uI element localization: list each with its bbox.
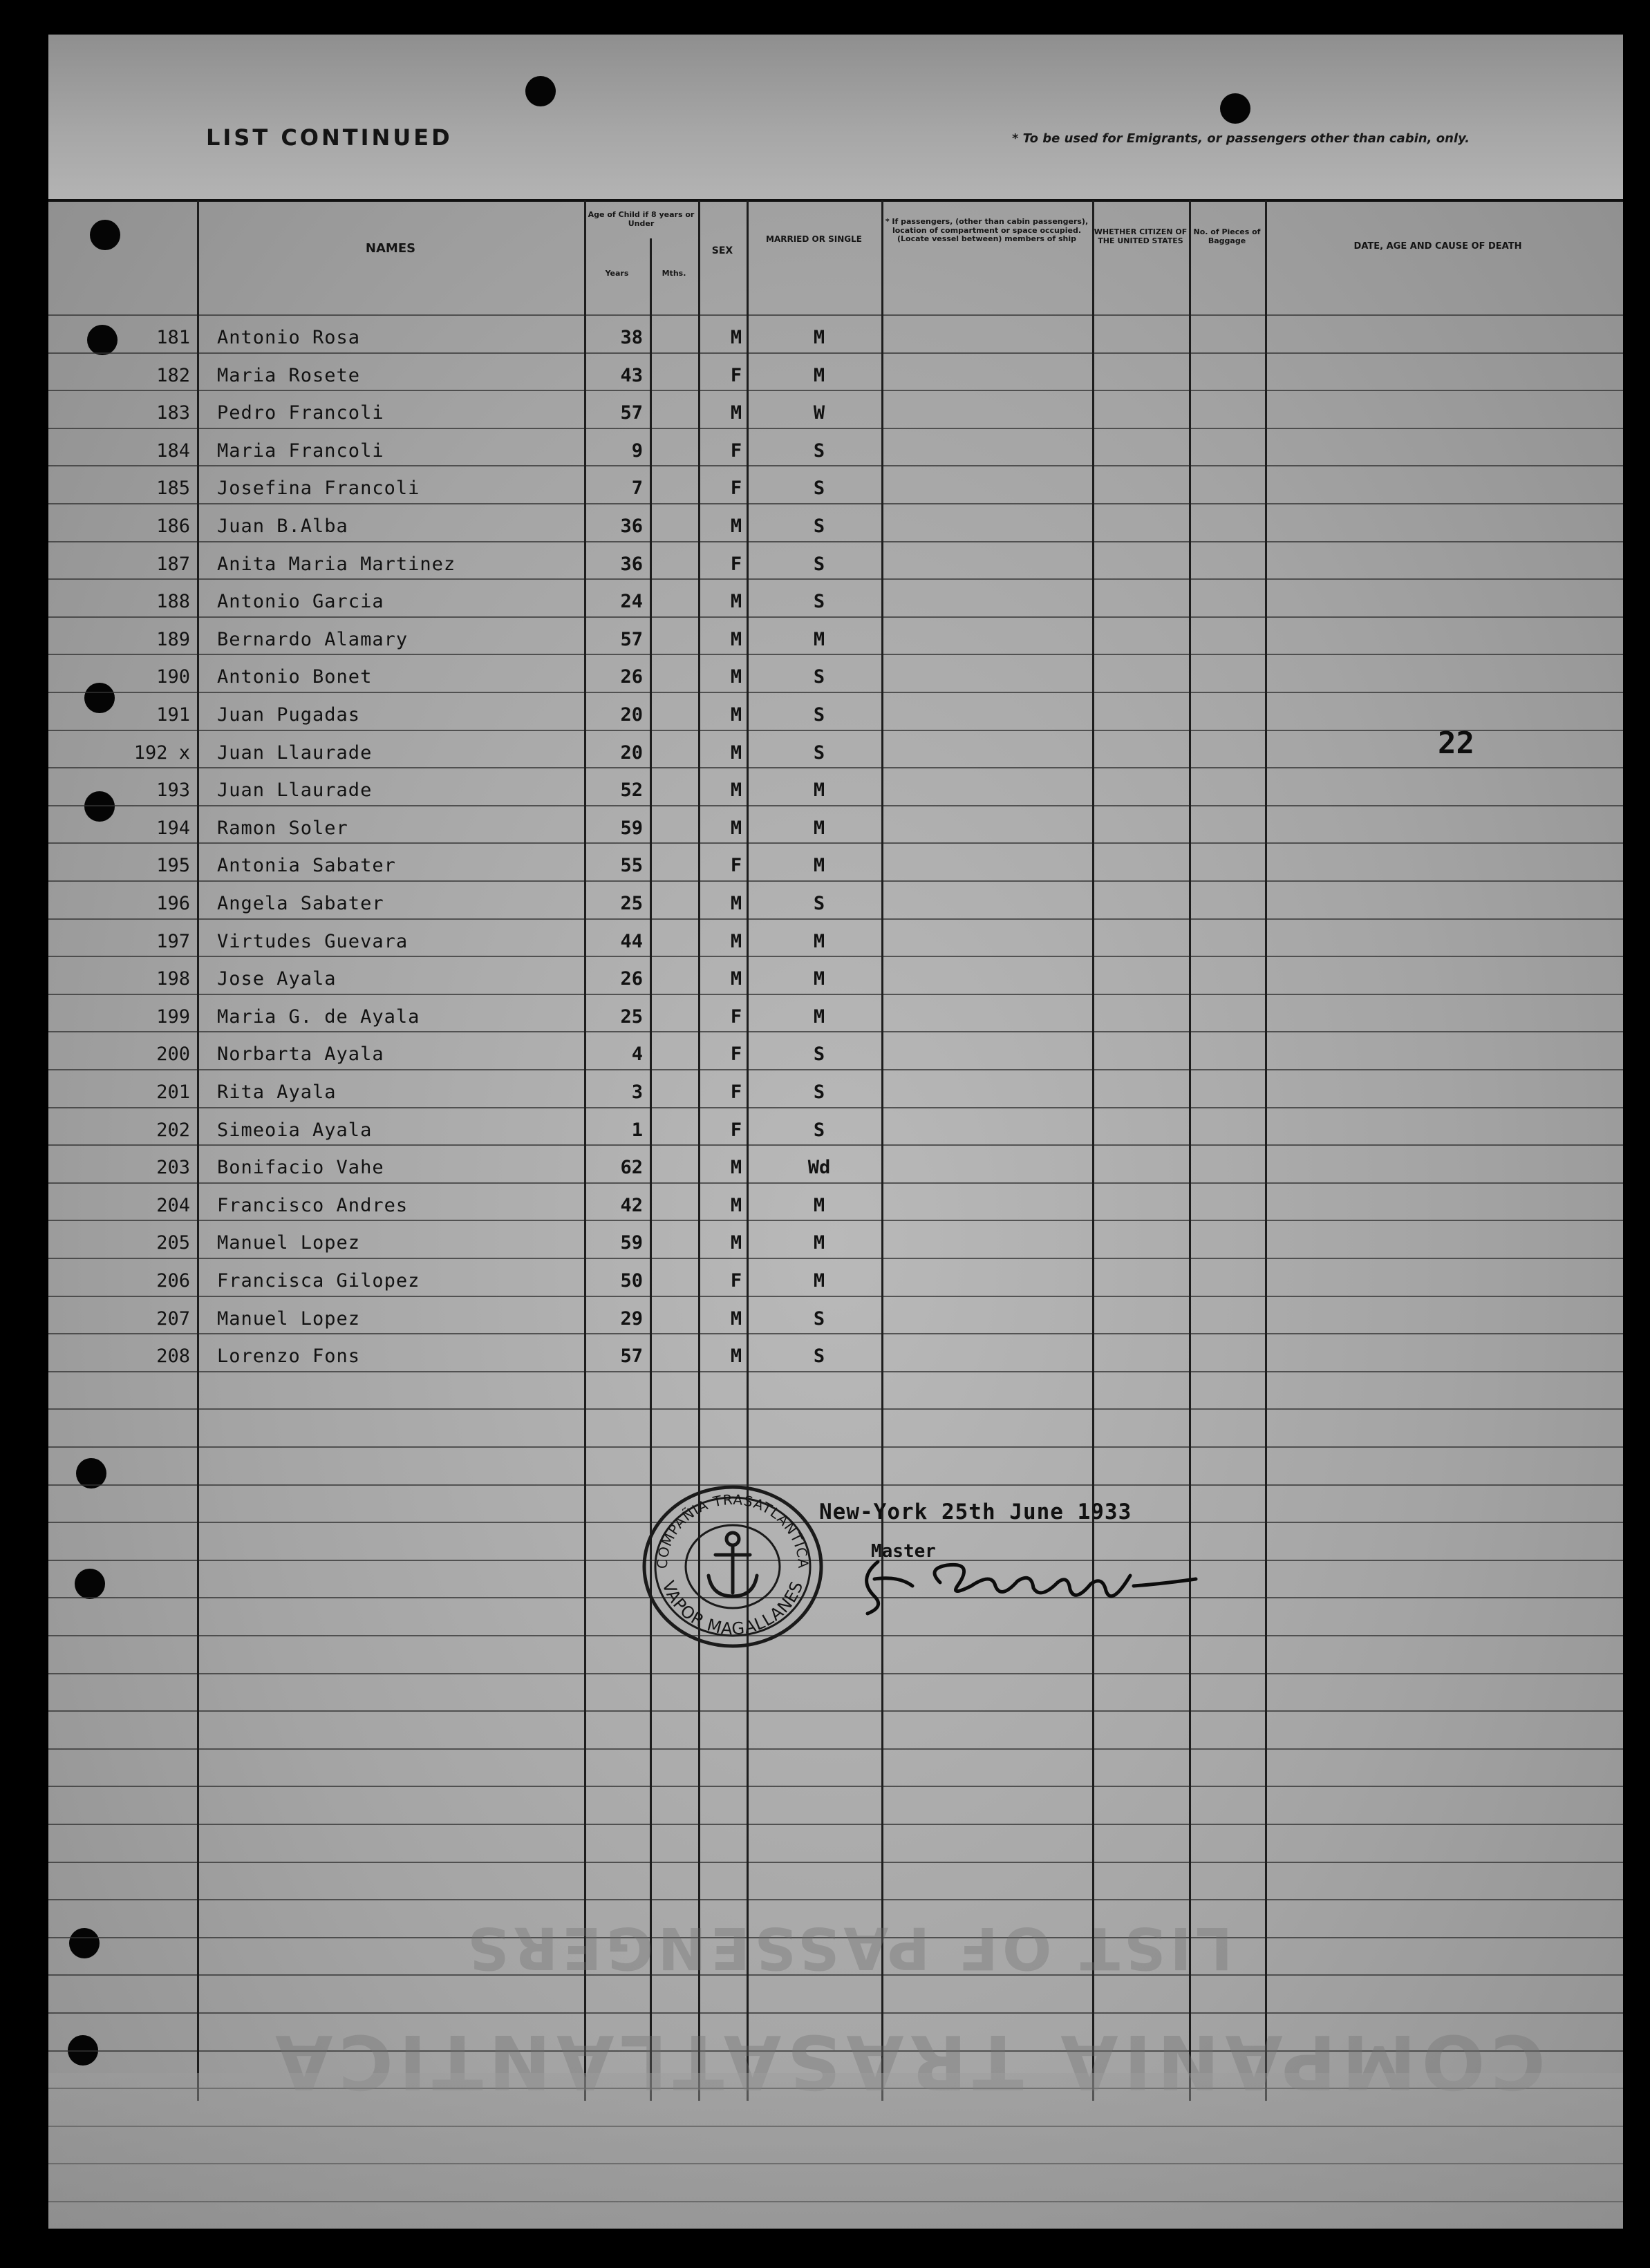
passenger-sex: M — [730, 591, 742, 613]
passenger-age: 20 — [620, 741, 643, 764]
bleed-through-text: LIST OF PASSENGERS — [463, 1914, 1233, 1982]
passenger-age: 29 — [620, 1307, 643, 1330]
passenger-number: 182 — [156, 364, 190, 386]
passenger-row — [48, 1076, 1623, 1114]
passenger-sex: M — [730, 930, 742, 952]
passenger-age: 24 — [620, 591, 643, 613]
page-title: LIST CONTINUED — [206, 124, 453, 151]
passenger-row — [48, 472, 1623, 510]
col-header-pieces: No. of Pieces of Baggage — [1193, 227, 1261, 245]
passenger-sex: M — [730, 516, 742, 537]
passenger-number: 198 — [156, 968, 190, 990]
passenger-name: Juan Pugadas — [217, 704, 361, 726]
passenger-sex: M — [730, 402, 742, 424]
passenger-row — [48, 1227, 1623, 1265]
ruled-line — [48, 1560, 1623, 1561]
passenger-sex: F — [730, 855, 742, 877]
place-date: New-York 25th June 1933 — [819, 1500, 1132, 1524]
passenger-name: Maria Francoli — [217, 440, 384, 462]
passenger-number: 190 — [156, 666, 190, 688]
ruled-line — [48, 1446, 1623, 1448]
col-header-years: Years — [605, 269, 629, 278]
passenger-sex: F — [730, 478, 742, 500]
passenger-number: 184 — [156, 440, 190, 462]
passenger-marital: S — [813, 440, 825, 462]
master-label: Master — [871, 1541, 936, 1562]
passenger-number: 201 — [156, 1081, 190, 1103]
passenger-marital: S — [813, 516, 825, 537]
passenger-name: Francisco Andres — [217, 1194, 409, 1216]
passenger-sex: M — [730, 666, 742, 688]
passenger-number: 195 — [156, 855, 190, 877]
passenger-name: Juan Llaurade — [217, 779, 373, 802]
passenger-sex: F — [730, 1270, 742, 1292]
punch-hole-icon — [69, 1928, 100, 1958]
passenger-sex: F — [730, 1081, 742, 1103]
ruled-line — [48, 314, 1623, 316]
passenger-sex: F — [730, 1119, 742, 1141]
passenger-sex: F — [730, 440, 742, 462]
bleed-through-text: COMPANIA TRASATLANTICA — [270, 2018, 1546, 2104]
passenger-name: Antonia Sabater — [217, 855, 396, 877]
passenger-marital: S — [813, 704, 825, 726]
manifest-sheet — [48, 35, 1623, 2229]
passenger-name: Josefina Francoli — [217, 478, 420, 500]
passenger-number: 207 — [156, 1307, 190, 1330]
passenger-marital: M — [813, 855, 825, 877]
passenger-sex: M — [730, 1307, 742, 1330]
header-band — [48, 35, 1623, 202]
passenger-name: Maria Rosete — [217, 364, 361, 386]
passenger-marital: S — [813, 478, 825, 500]
passenger-row — [48, 1151, 1623, 1189]
passenger-row — [48, 397, 1623, 435]
passenger-marital: M — [813, 364, 825, 386]
passenger-name: Pedro Francoli — [217, 402, 384, 424]
passenger-number: 187 — [156, 553, 190, 575]
passenger-marital: S — [813, 1119, 825, 1141]
passenger-row — [48, 661, 1623, 699]
passenger-marital: M — [813, 327, 825, 348]
passenger-number: 194 — [156, 817, 190, 839]
passenger-age: 36 — [620, 553, 643, 575]
passenger-row — [48, 510, 1623, 548]
passenger-age: 59 — [620, 1232, 643, 1254]
punch-hole-icon — [75, 1569, 105, 1599]
passenger-number: 202 — [156, 1119, 190, 1141]
ruled-line — [48, 1408, 1623, 1410]
col-header-names: NAMES — [365, 241, 416, 256]
passenger-number: 192 x — [133, 741, 190, 764]
ruled-line — [48, 1748, 1623, 1750]
passenger-row — [48, 1340, 1623, 1378]
passenger-row — [48, 887, 1623, 925]
passenger-age: 25 — [620, 893, 643, 914]
col-header-citizen: WHETHER CITIZEN OF THE UNITED STATES — [1094, 227, 1188, 245]
passenger-name: Manuel Lopez — [217, 1232, 361, 1254]
passenger-name: Norbarta Ayala — [217, 1043, 384, 1066]
passenger-row — [48, 1303, 1623, 1341]
passenger-marital: S — [813, 741, 825, 764]
passenger-age: 38 — [620, 327, 643, 348]
passenger-age: 55 — [620, 855, 643, 877]
passenger-sex: M — [730, 1232, 742, 1254]
ruled-line — [48, 1862, 1623, 1863]
passenger-name: Francisca Gilopez — [217, 1270, 420, 1292]
passenger-name: Virtudes Guevara — [217, 930, 409, 952]
passenger-marital: M — [813, 1005, 825, 1028]
passenger-age: 26 — [620, 666, 643, 688]
passenger-row — [48, 1001, 1623, 1039]
passenger-number: 183 — [156, 402, 190, 424]
passenger-number: 203 — [156, 1157, 190, 1179]
passenger-row — [48, 849, 1623, 887]
passenger-sex: M — [730, 779, 742, 802]
seal-top-text: COMPAÑIA TRASATLANTICA — [653, 1491, 812, 1569]
passenger-row — [48, 321, 1623, 359]
passenger-age: 43 — [620, 364, 643, 386]
passenger-age: 4 — [631, 1043, 643, 1066]
passenger-sex: M — [730, 741, 742, 764]
passenger-marital: M — [813, 1270, 825, 1292]
passenger-number: 185 — [156, 478, 190, 500]
passenger-row — [48, 585, 1623, 623]
passenger-sex: M — [730, 628, 742, 650]
passenger-marital: M — [813, 930, 825, 952]
passenger-marital: M — [813, 628, 825, 650]
passenger-age: 26 — [620, 968, 643, 990]
passenger-age: 36 — [620, 516, 643, 537]
passenger-row — [48, 774, 1623, 812]
passenger-name: Anita Maria Martinez — [217, 553, 456, 575]
passenger-age: 52 — [620, 779, 643, 802]
passenger-marital: M — [813, 968, 825, 990]
passenger-name: Juan B.Alba — [217, 516, 348, 537]
passenger-age: 20 — [620, 704, 643, 726]
passenger-number: 196 — [156, 893, 190, 914]
punch-hole-icon — [90, 220, 120, 250]
passenger-row — [48, 1189, 1623, 1227]
punch-hole-icon — [1220, 93, 1250, 124]
ruled-line — [48, 2012, 1623, 2014]
col-header-married: MARRIED OR SINGLE — [766, 234, 862, 244]
passenger-number: 191 — [156, 704, 190, 726]
passenger-sex: M — [730, 817, 742, 839]
passenger-age: 42 — [620, 1194, 643, 1216]
ruled-line — [48, 1710, 1623, 1712]
passenger-row — [48, 1038, 1623, 1076]
passenger-marital: M — [813, 817, 825, 839]
passenger-row — [48, 435, 1623, 473]
passenger-sex: M — [730, 1345, 742, 1368]
passenger-sex: F — [730, 1043, 742, 1066]
passenger-number: 193 — [156, 779, 190, 802]
passenger-row — [48, 1114, 1623, 1152]
passenger-marital: M — [813, 1194, 825, 1216]
passenger-age: 62 — [620, 1157, 643, 1179]
passenger-number: 205 — [156, 1232, 190, 1254]
passenger-age: 9 — [631, 440, 643, 462]
passenger-number: 181 — [156, 327, 190, 348]
col-header-passenger-note: * If passengers, (other than cabin passengers), location of compartment or space occupied. (Locate vessel between) members of ship — [885, 217, 1089, 244]
col-header-age: Age of Child if 8 years or Under — [588, 210, 695, 228]
passenger-name: Antonio Garcia — [217, 591, 384, 613]
passenger-sex: M — [730, 893, 742, 914]
passenger-name: Angela Sabater — [217, 893, 384, 914]
ruled-line — [48, 1899, 1623, 1900]
passenger-row — [48, 548, 1623, 586]
passenger-number: 200 — [156, 1043, 190, 1066]
passenger-marital: S — [813, 1307, 825, 1330]
passenger-marital: S — [813, 1345, 825, 1368]
passenger-row — [48, 963, 1623, 1001]
passenger-sex: F — [730, 364, 742, 386]
passenger-age: 59 — [620, 817, 643, 839]
passenger-name: Antonio Bonet — [217, 666, 373, 688]
passenger-age: 3 — [631, 1081, 643, 1103]
passenger-name: Lorenzo Fons — [217, 1345, 361, 1368]
passenger-marital: S — [813, 893, 825, 914]
passenger-marital: S — [813, 1043, 825, 1066]
passenger-number: 189 — [156, 628, 190, 650]
passenger-row — [48, 737, 1623, 775]
passenger-sex: M — [730, 1194, 742, 1216]
passenger-name: Simeoia Ayala — [217, 1119, 373, 1141]
passenger-marital: S — [813, 666, 825, 688]
side-number: 22 — [1438, 726, 1474, 761]
passenger-row — [48, 812, 1623, 850]
passenger-marital: M — [813, 1232, 825, 1254]
passenger-number: 206 — [156, 1270, 190, 1292]
passenger-age: 1 — [631, 1119, 643, 1141]
passenger-row — [48, 623, 1623, 661]
passenger-number: 186 — [156, 516, 190, 537]
passenger-sex: F — [730, 553, 742, 575]
col-header-death: DATE, AGE AND CAUSE OF DEATH — [1353, 241, 1522, 252]
passenger-marital: Wd — [807, 1157, 831, 1179]
passenger-age: 7 — [631, 478, 643, 500]
ruled-line — [48, 1635, 1623, 1636]
ship-seal-icon — [639, 1482, 826, 1652]
passenger-age: 44 — [620, 930, 643, 952]
passenger-age: 57 — [620, 628, 643, 650]
passenger-marital: S — [813, 1081, 825, 1103]
col-header-mths: Mths. — [662, 269, 686, 278]
header-note: * To be used for Emigrants, or passengers other than cabin, only. — [1011, 131, 1470, 146]
passenger-sex: M — [730, 968, 742, 990]
passenger-sex: F — [730, 1005, 742, 1028]
passenger-age: 57 — [620, 1345, 643, 1368]
passenger-marital: M — [813, 779, 825, 802]
ruled-line — [48, 1597, 1623, 1598]
passenger-name: Rita Ayala — [217, 1081, 337, 1103]
punch-hole-icon — [525, 76, 556, 106]
passenger-row — [48, 925, 1623, 963]
bottom-band — [48, 2073, 1623, 2229]
ruled-line — [48, 1673, 1623, 1674]
passenger-name: Jose Ayala — [217, 968, 337, 990]
passenger-row — [48, 699, 1623, 737]
passenger-name: Antonio Rosa — [217, 327, 361, 348]
passenger-name: Manuel Lopez — [217, 1307, 361, 1330]
passenger-number: 199 — [156, 1005, 190, 1028]
ruled-line — [48, 1484, 1623, 1486]
passenger-name: Ramon Soler — [217, 817, 348, 839]
passenger-age: 57 — [620, 402, 643, 424]
passenger-number: 188 — [156, 591, 190, 613]
passenger-number: 197 — [156, 930, 190, 952]
passenger-sex: M — [730, 704, 742, 726]
passenger-number: 204 — [156, 1194, 190, 1216]
col-header-sex: SEX — [711, 245, 733, 256]
passenger-row — [48, 1265, 1623, 1303]
passenger-name: Bonifacio Vahe — [217, 1157, 384, 1179]
seal-bottom-text: VAPOR MAGALLANES — [658, 1578, 807, 1639]
passenger-sex: M — [730, 1157, 742, 1179]
ruled-line — [48, 1824, 1623, 1825]
passenger-marital: W — [813, 402, 825, 424]
master-signature — [836, 1548, 1210, 1624]
passenger-name: Juan Llaurade — [217, 741, 373, 764]
passenger-number: 208 — [156, 1345, 190, 1368]
passenger-age: 50 — [620, 1270, 643, 1292]
passenger-row — [48, 359, 1623, 397]
passenger-name: Maria G. de Ayala — [217, 1005, 420, 1028]
passenger-marital: S — [813, 591, 825, 613]
passenger-sex: M — [730, 327, 742, 348]
ruled-line — [48, 1786, 1623, 1787]
passenger-name: Bernardo Alamary — [217, 628, 409, 650]
passenger-marital: S — [813, 553, 825, 575]
passenger-age: 25 — [620, 1005, 643, 1028]
